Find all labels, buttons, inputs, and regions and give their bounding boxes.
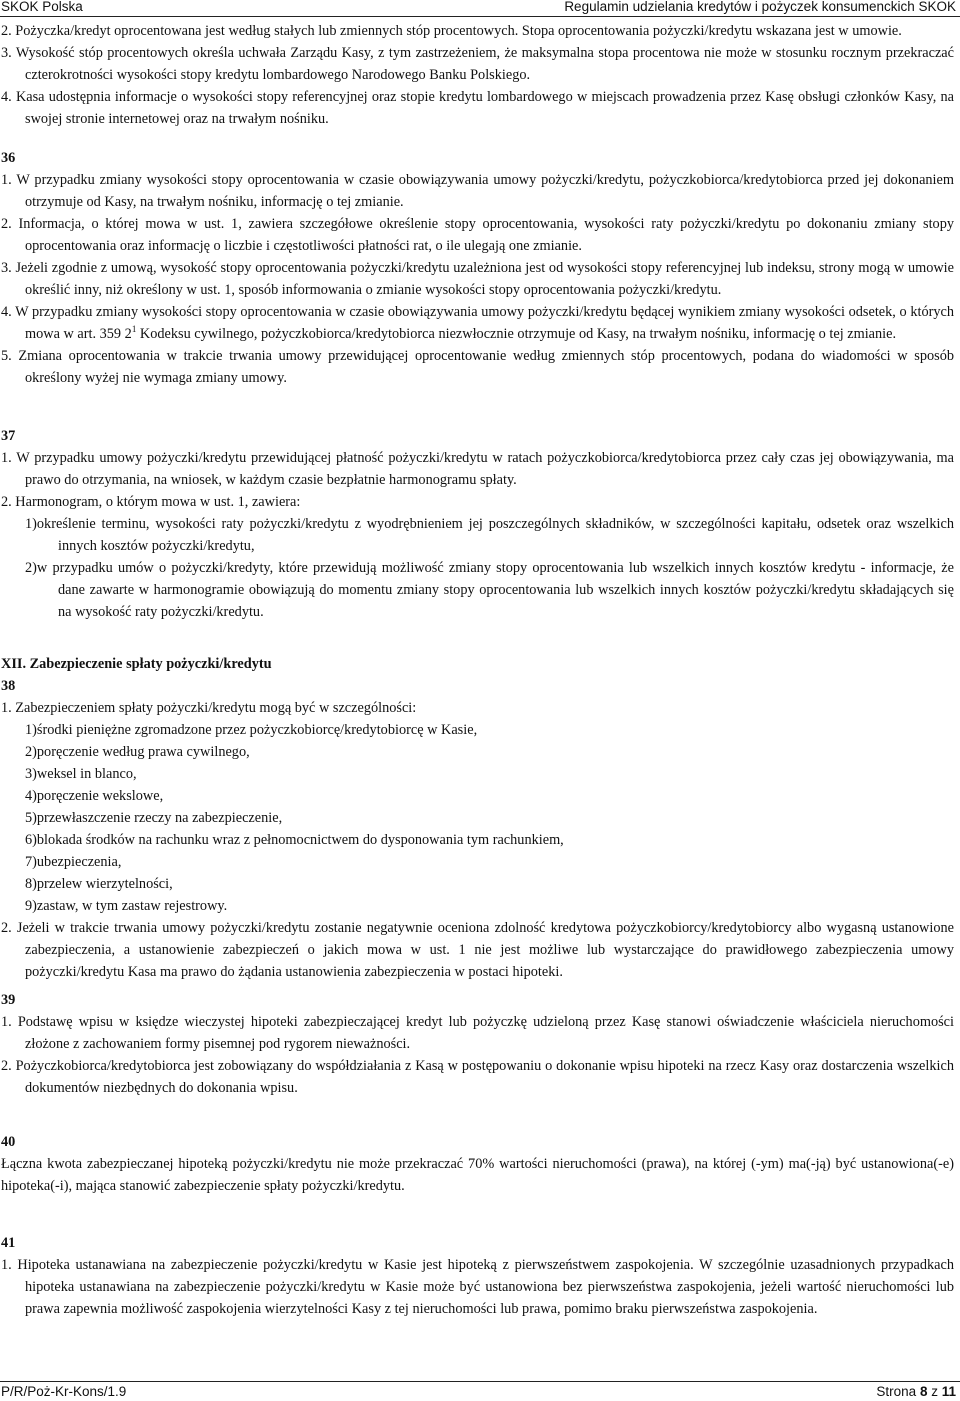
section-heading-39 [1,989,954,1011]
section-heading-36 [1,147,954,169]
page-footer [0,1381,960,1401]
paragraph-36-3: 3. Jeżeli zgodnie z umową, wysokość stopy oprocentowania pożyczki/kredytu uzależniona jest od wysokości stopy referencyjnej lub indeksu, strony mogą w umowie określić inny, niż określony w ust. 1, sposób informowania o zmianie wysokości stopy oprocentowania pożyczki/kredytu. [1,260,954,298]
section-heading-40 [1,1131,954,1153]
list-item: 3)weksel in blanco, [25,766,137,782]
spacer [1,623,954,645]
paragraph-35-4: 4. Kasa udostępnia informacje o wysokości stopy referencyjnej oraz stopie kredytu lombardowego w miejscach prowadzenia przez Kasę obsługi członków Kasy, na swojej stronie internetowej oraz na trwałym nośniku. [1,89,954,127]
spacer [1,411,954,425]
paragraph-37-1: 1. W przypadku umowy pożyczki/kredytu przewidującej płatność pożyczki/kredytu w ratach pożyczkobiorca/kredytobiorca przez cały czas jej obowiązywania, ma prawo do otrzymania, na wniosek, w każdym czasie bezpłatnie harmonogramu spłaty. [1,450,954,488]
section-heading-37 [1,425,954,447]
list-item: 6)blokada środków na rachunku wraz z pełnomocnictwem do dysponowania tym rachunkiem, [25,832,564,848]
section-number: 40 [1,1134,16,1150]
section-heading-38 [1,675,954,697]
list-item: 2)poręczenie według prawa cywilnego, [25,744,250,760]
paragraph-38-2: 2. Jeżeli w trakcie trwania umowy pożyczki/kredytu zostanie negatywnie oceniona zdolność kredytowa pożyczkobiorcy/kredytobiorcy albo wygasną ustanowione zabezpieczenia, a ustanowienie zabezpieczeń o jakich mowa w ust. 1 nie jest możliwe lub wystarczające do prawidłowego zabezpieczenia umowy pożyczki/kredytu Kasa ma prawo do żądania ustanowienia zabezpieczenia w postaci hipoteki. [1,920,954,980]
spacer [1,1197,954,1219]
list-item: 8)przelew wierzytelności, [25,876,173,892]
list-item: 1)określenie terminu, wysokości raty pożyczki/kredytu z wyodrębnieniem jej poszczególnych składników, w szczególności kapitału, odsetek oraz wszelkich innych kosztów pożyczki/kredytu, [25,516,954,554]
document-code: P/R/Poż-Kr-Kons/1.9 [1,1384,127,1399]
paragraph-36-1: 1. W przypadku zmiany wysokości stopy oprocentowania w czasie obowiązywania umowy pożyczki/kredytu, pożyczkobiorca/kredytobiorca przed jej dokonaniem otrzymuje od Kasy, na trwałym nośniku, informację o tej zmianie. [1,172,954,210]
paragraph-36-4: 4. W przypadku zmiany wysokości stopy oprocentowania w czasie obowiązywania umowy pożyczki/kredytu będącej wynikiem zmiany wysokości odsetek, o których mowa w art. 359 $2^1$ Kodeksu cywilnego, pożyczkobiorca/kredytobiorca niezwłocznie otrzymuje od Kasy, na trwałym nośniku, informację o tej zmianie. [1,304,954,342]
spacer [1,1219,954,1232]
paragraph-37-2: 2. Harmonogram, o którym mowa w ust. 1, zawiera: [1,494,301,510]
section-number: 41 [1,1235,16,1251]
paragraph-36-2: 2. Informacja, o której mowa w ust. 1, zawiera szczegółowe określenie stopy oprocentowania, wysokości raty pożyczki/kredytu po dokonaniu zmiany stopy oprocentowania oraz informację o liczbie i częstotliwości płatności rat, o ile ulegają one zmianie. [1,216,954,254]
section-number: 36 [1,150,16,166]
list-item: 7)ubezpieczenia, [25,854,122,870]
chapter-title: XII. Zabezpieczenie spłaty pożyczki/kredytu [1,656,272,672]
paragraph-35-2: 2. Pożyczka/kredyt oprocentowana jest według stałych lub zmiennych stóp procentowych. Stopa oprocentowania pożyczki/kredytu wskazana jest w umowie. [1,23,902,39]
paragraph-35-3: 3. Wysokość stóp procentowych określa uchwała Zarządu Kasy, z tym zastrzeżeniem, że maksymalna stopa procentowa nie może w stosunku rocznym przekraczać czterokrotności wysokości stopy kredytu lombardowego Narodowego Banku Polskiego. [1,45,954,83]
section-number: 39 [1,992,16,1008]
page-number: Strona 8 z 11 [876,1384,956,1399]
spacer [1,1099,954,1121]
list-item: 4)poręczenie wekslowe, [25,788,164,804]
document-body [1,20,954,1320]
paragraph-36-5: 5. Zmiana oprocentowania w trakcie trwania umowy przewidującej oprocentowanie według zmiennych stóp procentowych, podana do wiadomości w sposób określony wyżej nie wymaga zmiany umowy. [1,348,954,386]
paragraph-41-1: 1. Hipoteka ustanawiana na zabezpieczenie pożyczki/kredytu w Kasie jest hipoteką z pierwszeństwem zaspokojenia. W szczególnie uzasadnionych przypadkach hipoteka ustanawiana na zabezpieczenie pożyczki/kredytu w Kasie może być ustanowiona bez pierwszeństwa zaspokojenia, jeżeli wartość nieruchomości lub prawa zapewnia możliwość zaspokojenia wierzytelności Kasy z tej nieruchomości lub prawa, pomimo braku pierwszeństwa zaspokojenia. [1,1257,954,1317]
page-header [0,0,960,17]
header-organization: SKOK Polska [1,0,83,14]
list-item: 9)zastaw, w tym zastaw rejestrowy. [25,898,228,914]
section-number: 38 [1,678,16,694]
list-item: 2)w przypadku umów o pożyczki/kredyty, które przewidują możliwość zmiany stopy oprocentowania lub wszelkich innych kosztów kredytu - informacje, że dane zawarte w harmonogramie obowiązują do momentu zmiany stopy oprocentowania lub wszelkich innych kosztów pożyczki/kredytu składających się na wysokość raty pożyczki/kredytu. [25,560,954,620]
list-item: 5)przewłaszczenie rzeczy na zabezpieczenie, [25,810,283,826]
list-item: 1)środki pieniężne zgromadzone przez pożyczkobiorcę/kredytobiorcę w Kasie, [25,722,478,738]
spacer [1,130,954,147]
header-document-title: Regulamin udzielania kredytów i pożyczek konsumenckich SKOK [564,0,956,14]
section-number: 37 [1,428,16,444]
paragraph-39-2: 2. Pożyczkobiorca/kredytobiorca jest zobowiązany do współdziałania z Kasą w postępowaniu o dokonanie wpisu hipoteki na rzecz Kasy oraz dostarczenia wszelkich dokumentów niezbędnych do dokonania wpisu. [1,1058,954,1096]
paragraph-38-1: 1. Zabezpieczeniem spłaty pożyczki/kredytu mogą być w szczególności: [1,700,417,716]
spacer [1,645,954,653]
section-heading-41 [1,1232,954,1254]
paragraph-39-1: 1. Podstawę wpisu w księdze wieczystej hipoteki zabezpieczającej kredyt lub pożyczkę udzieloną przez Kasę stanowi oświadczenie właściciela nieruchomości złożone z zachowaniem formy pisemnej pod rygorem nieważności. [1,1014,954,1052]
paragraph-40: Łączna kwota zabezpieczanej hipoteką pożyczki/kredytu nie może przekraczać 70% wartości nieruchomości (prawa), na której (-ym) ma(-ją) być ustanowiona(-e) hipoteka(-i), mająca stanowić zabezpieczenie spłaty pożyczki/kredytu. [1,1156,954,1194]
spacer [1,1121,954,1131]
spacer [1,389,954,411]
